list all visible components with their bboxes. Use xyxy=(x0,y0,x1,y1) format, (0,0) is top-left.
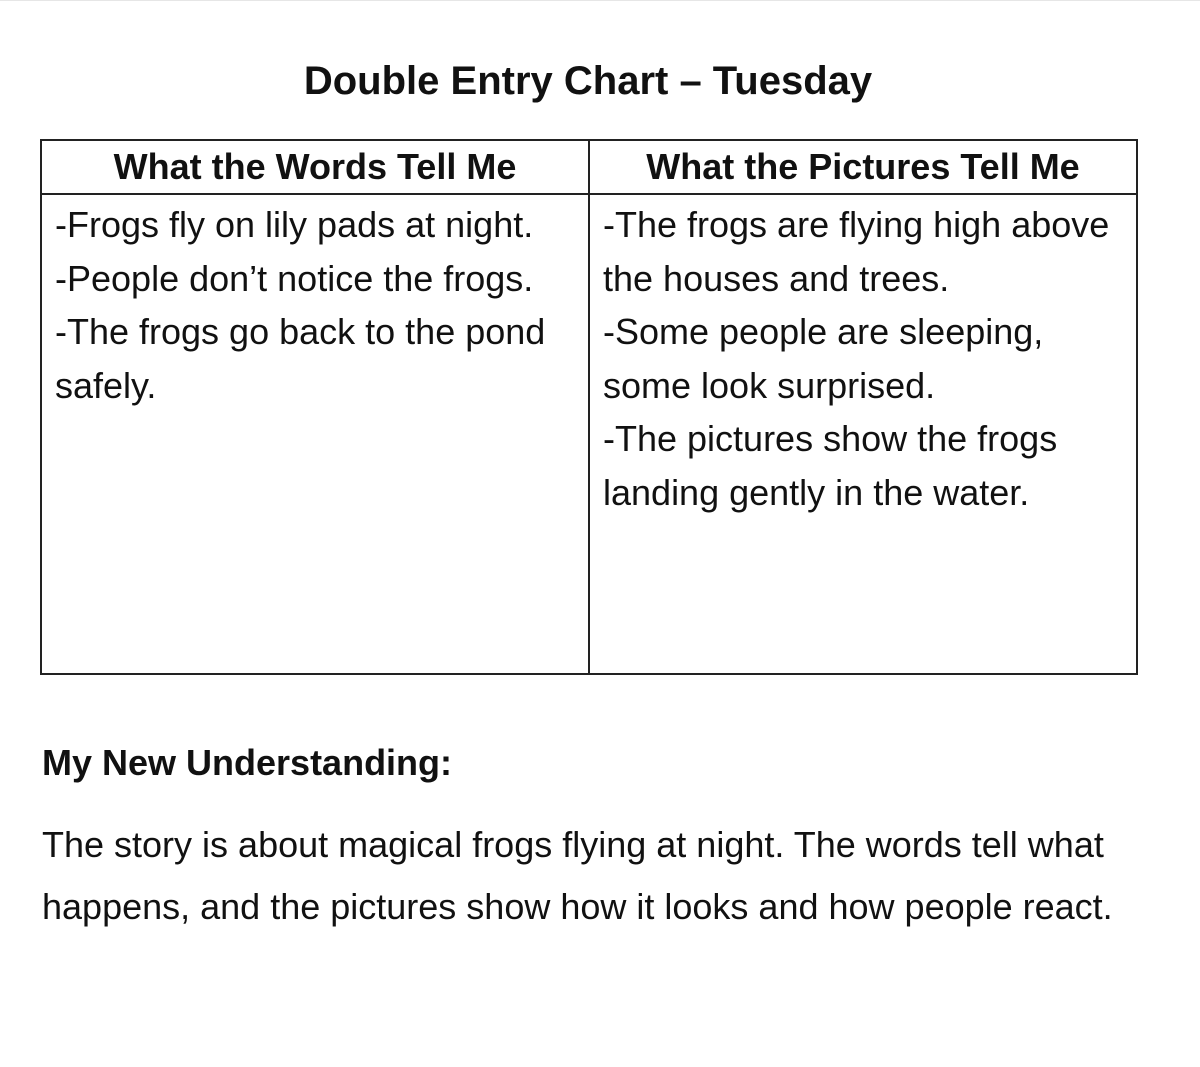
pictures-entry: -The pictures show the frogs landing gently in the water. xyxy=(603,418,1058,513)
chart-body-row xyxy=(41,194,1137,674)
double-entry-chart xyxy=(40,139,1138,675)
words-entry: -Frogs fly on lily pads at night. xyxy=(55,204,534,245)
pictures-cell xyxy=(589,194,1137,674)
pictures-column-header: What the Pictures Tell Me xyxy=(589,140,1137,194)
pictures-entry: -Some people are sleeping, some look surprised. xyxy=(603,311,1044,406)
pictures-entry: -The frogs are flying high above the houses and trees. xyxy=(603,204,1110,299)
chart-header-row xyxy=(41,140,1137,194)
words-entry: -The frogs go back to the pond safely. xyxy=(55,311,546,406)
understanding-text: The story is about magical frogs flying at night. The words tell what happens, and the pictures show how it looks and how people react. xyxy=(42,824,1113,927)
understanding-heading: My New Understanding: xyxy=(42,742,453,783)
words-entry: -People don’t notice the frogs. xyxy=(55,257,534,299)
document-title: Double Entry Chart – Tuesday xyxy=(303,59,873,103)
page-top-border xyxy=(0,0,1200,1)
words-column-header: What the Words Tell Me xyxy=(41,140,589,194)
words-cell xyxy=(41,194,589,674)
